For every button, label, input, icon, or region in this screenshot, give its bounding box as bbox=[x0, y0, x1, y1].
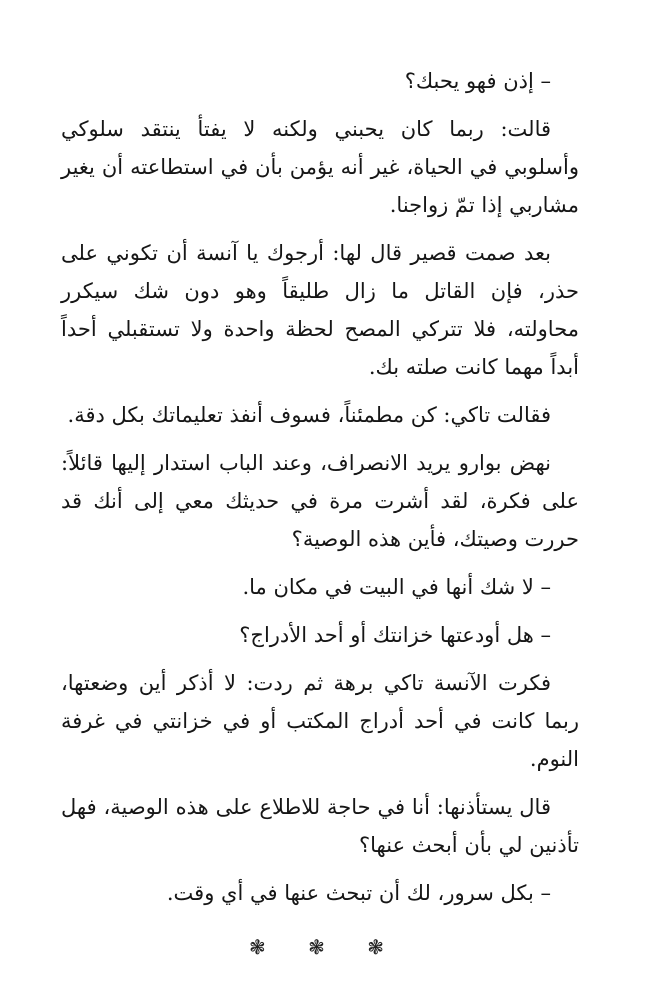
paragraph: قال يستأذنها: أنا في حاجة للاطلاع على هذه الوصية، فهل تأذنين لي بأن أبحث عنها؟ bbox=[61, 795, 579, 857]
paragraph: فكرت الآنسة تاكي برهة ثم ردت: لا أذكر أين وضعتها، ربما كانت في أحد أدراج المكتب أو في خزانتي في غرفة النوم. bbox=[61, 671, 579, 771]
paragraph: بعد صمت قصير قال لها: أرجوك يا آنسة أن تكوني على حذر، فإن القاتل ما زال طليقاً وهو دون شك سيكرر محاولته، فلا تتركي المصح لحظة واحدة ولا تستقبلي أحداً أبداً مهما كانت صلته بك. bbox=[61, 241, 579, 379]
dialogue-line: – إذن فهو يحبك؟ bbox=[404, 69, 551, 93]
section-separator: ❃ ❃ ❃ bbox=[249, 935, 402, 959]
paragraph: فقالت تاكي: كن مطمئناً، فسوف أنفذ تعليماتك بكل دقة. bbox=[67, 403, 551, 427]
dialogue-line: – بكل سرور، لك أن تبحث عنها في أي وقت. bbox=[166, 881, 551, 905]
book-page-text bbox=[61, 62, 579, 922]
dialogue-line: – هل أودعتها خزانتك أو أحد الأدراج؟ bbox=[239, 623, 551, 647]
paragraph: نهض بوارو يريد الانصراف، وعند الباب استدار إليها قائلاً: على فكرة، لقد أشرت مرة في حديثك معي إلى أنك قد حررت وصيتك، فأين هذه الوصية؟ bbox=[61, 451, 579, 551]
dialogue-line: – لا شك أنها في البيت في مكان ما. bbox=[242, 575, 551, 599]
paragraph: قالت: ربما كان يحبني ولكنه لا يفتأ ينتقد سلوكي وأسلوبي في الحياة، غير أنه يؤمن بأن في استطاعته أن يغير مشاربي إذا تمّ زواجنا. bbox=[61, 117, 579, 217]
